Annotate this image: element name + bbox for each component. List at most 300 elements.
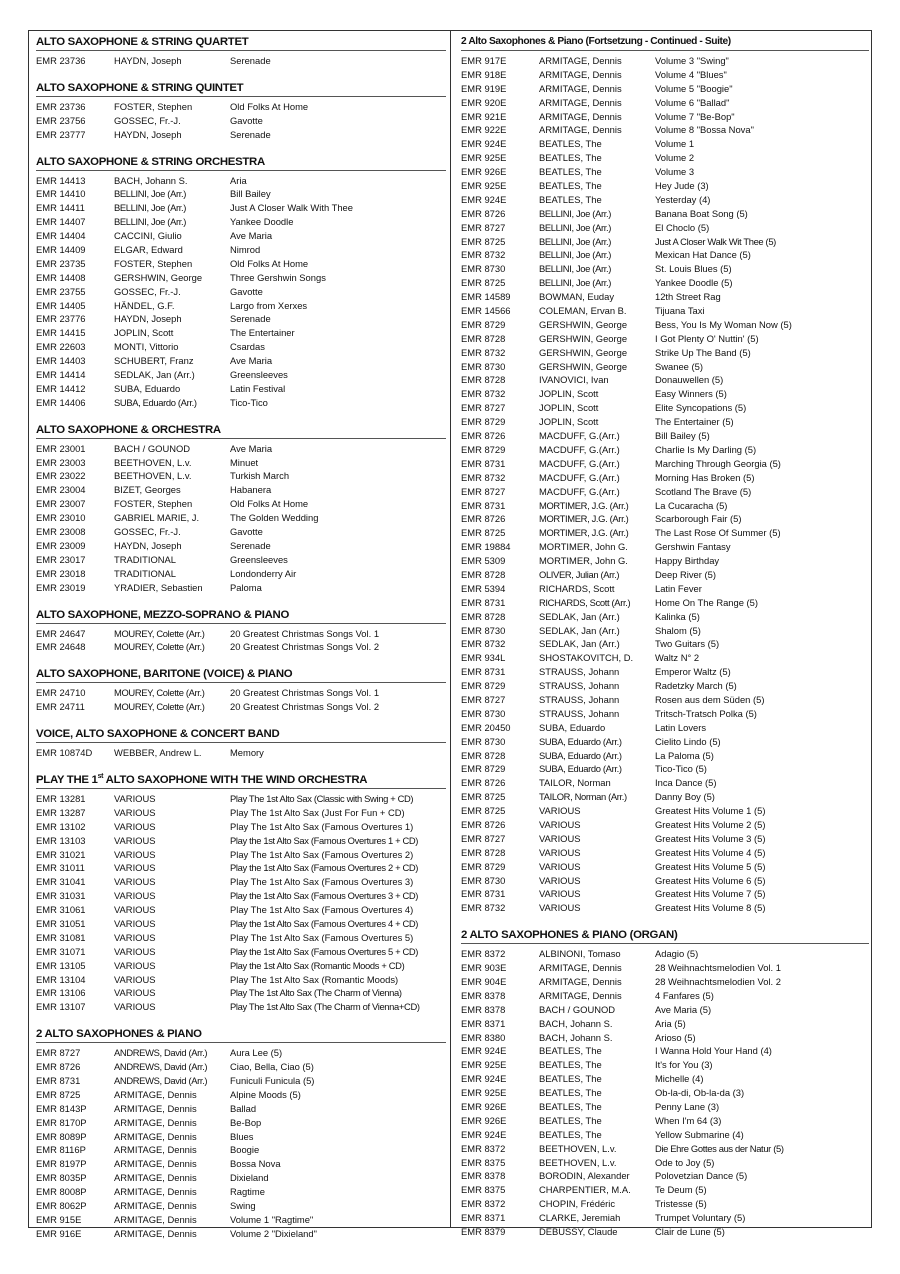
catalog-number: EMR 8725	[461, 527, 506, 539]
composer: BELLINI, Joe (Arr.)	[539, 277, 612, 289]
composer: ARMITAGE, Dennis	[114, 1200, 197, 1211]
catalog-row	[36, 917, 446, 931]
catalog-row	[36, 848, 446, 862]
catalog-row	[36, 354, 446, 368]
catalog-row	[36, 820, 446, 834]
section-title	[36, 772, 446, 789]
catalog-row	[461, 68, 869, 82]
catalog-number: EMR 23018	[36, 567, 86, 579]
composer: VARIOUS	[539, 805, 581, 817]
catalog-row	[36, 1130, 446, 1144]
catalog-row	[36, 986, 446, 1000]
title: Play the 1st Alto Sax (Famous Overtures 5 + CD)	[230, 945, 419, 957]
composer: VARIOUS	[114, 904, 156, 916]
catalog-number: EMR 926E	[461, 1114, 507, 1126]
catalog-row	[461, 624, 869, 638]
catalog-number: EMR 14414	[36, 369, 86, 381]
catalog-row	[461, 1058, 869, 1072]
catalog-row	[36, 368, 446, 382]
catalog-row	[461, 1017, 869, 1031]
composer: BIZET, Georges	[114, 484, 181, 496]
catalog-number: EMR 14413	[36, 174, 86, 186]
catalog-number: EMR 8143P	[36, 1102, 87, 1114]
title: Serenade	[230, 539, 271, 551]
catalog-number: EMR 23736	[36, 100, 86, 112]
composer: ARMITAGE, Dennis	[114, 1172, 197, 1184]
composer: GERSHWIN, George	[539, 360, 628, 372]
title: Waltz N° 2	[655, 652, 700, 664]
title: Morning Has Broken (5)	[655, 471, 755, 483]
catalog-row	[461, 762, 869, 776]
composer: BACH, Johann S.	[539, 1031, 613, 1043]
title: Play The 1st Alto Sax (Romantic Moods)	[230, 973, 399, 985]
catalog-number: EMR 8371	[461, 1212, 506, 1224]
title: Old Folks At Home	[230, 498, 309, 510]
catalog-number: EMR 14409	[36, 244, 86, 256]
title: Scarborough Fair (5)	[655, 513, 742, 525]
composer: ARMITAGE, Dennis	[114, 1088, 197, 1100]
title: Mexican Hat Dance (5)	[655, 249, 751, 261]
catalog-row	[461, 360, 869, 374]
composer: RICHARDS, Scott (Arr.)	[539, 596, 631, 608]
composer: MORTIMER, J.G. (Arr.)	[539, 513, 629, 525]
title: Tico-Tico (5)	[655, 763, 707, 775]
catalog-row	[461, 457, 869, 471]
catalog-number: EMR 8732	[461, 471, 506, 483]
title: It's for You (3)	[655, 1059, 713, 1071]
title: Radetzky March (5)	[655, 680, 737, 692]
catalog-number: EMR 23003	[36, 456, 86, 468]
title: Greensleeves	[230, 369, 288, 381]
composer: VARIOUS	[114, 820, 156, 832]
title: Swing	[230, 1200, 256, 1211]
composer: BOWMAN, Euday	[539, 291, 615, 303]
catalog-row	[36, 1185, 446, 1199]
catalog-row	[36, 1157, 446, 1171]
catalog-number: EMR 8728	[461, 568, 506, 580]
title: Marching Through Georgia (5)	[655, 457, 781, 469]
title: Play the 1st Alto Sax (Famous Overtures 1 + CD)	[230, 834, 419, 846]
catalog-row	[461, 499, 869, 513]
catalog-number: EMR 8378	[461, 989, 506, 1001]
composer: ARMITAGE, Dennis	[114, 1186, 197, 1198]
title: Play The 1st Alto Sax (Famous Overtures 1)	[230, 820, 414, 832]
section-title	[36, 80, 446, 97]
catalog-section	[461, 927, 869, 1239]
composer: ARMITAGE, Dennis	[114, 1158, 197, 1170]
catalog-number: EMR 926E	[461, 166, 507, 178]
catalog-number: EMR 8732	[461, 902, 506, 914]
section-title	[36, 1026, 446, 1043]
composer: VARIOUS	[539, 874, 581, 886]
section-title-text: ALTO SAXOPHONE, BARITONE (VOICE) & PIANO	[36, 668, 293, 681]
catalog-row	[461, 707, 869, 721]
composer: BEATLES, The	[539, 1087, 602, 1099]
composer: SEDLAK, Jan (Arr.)	[539, 624, 620, 636]
composer: STRAUSS, Johann	[539, 666, 620, 678]
title: Play The 1st Alto Sax (Famous Overtures 4)	[230, 904, 414, 916]
catalog-row	[36, 861, 446, 875]
title: Volume 1 "Ragtime"	[230, 1213, 314, 1225]
title: Te Deum (5)	[655, 1184, 707, 1196]
title: Old Folks At Home	[230, 257, 309, 269]
catalog-row	[36, 1074, 446, 1088]
catalog-number: EMR 8728	[461, 332, 506, 344]
catalog-row	[36, 1143, 446, 1157]
composer: VARIOUS	[114, 792, 156, 804]
catalog-row	[461, 485, 869, 499]
catalog-number: EMR 24648	[36, 641, 86, 653]
catalog-number: EMR 8726	[461, 818, 506, 830]
composer: BEATLES, The	[539, 1073, 602, 1085]
section-title-text: VOICE, ALTO SAXOPHONE & CONCERT BAND	[36, 728, 280, 741]
catalog-number: EMR 8729	[461, 318, 506, 330]
composer: BEATLES, The	[539, 193, 602, 205]
composer: BEETHOVEN, L.v.	[114, 470, 192, 482]
catalog-number: EMR 8728	[461, 374, 506, 386]
composer: BACH, Johann S.	[539, 1017, 613, 1029]
title: Play the 1st Alto Sax (Romantic Moods + CD)	[230, 959, 405, 971]
catalog-number: EMR 23755	[36, 285, 86, 297]
catalog-section	[36, 726, 446, 760]
catalog-number: EMR 14408	[36, 271, 86, 283]
catalog-row	[36, 257, 446, 271]
composer: ARMITAGE, Dennis	[539, 110, 622, 122]
catalog-number: EMR 14566	[461, 305, 511, 317]
title: Old Folks At Home	[230, 100, 309, 112]
catalog-number: EMR 8726	[461, 430, 506, 442]
composer: GERSHWIN, George	[539, 332, 628, 344]
composer: YRADIER, Sebastien	[114, 581, 203, 593]
catalog-row	[461, 512, 869, 526]
catalog-row	[36, 442, 446, 456]
title: Greatest Hits Volume 7 (5)	[655, 888, 766, 900]
catalog-row	[461, 1072, 869, 1086]
catalog-number: EMR 921E	[461, 110, 507, 122]
title: Volume 8 "Bossa Nova"	[655, 124, 754, 136]
catalog-row	[36, 1102, 446, 1116]
title: Strike Up The Band (5)	[655, 346, 751, 358]
catalog-row	[461, 151, 869, 165]
composer: VARIOUS	[114, 862, 156, 874]
title: Hey Jude (3)	[655, 180, 709, 192]
title: Bill Bailey	[230, 188, 271, 200]
catalog-number: EMR 19884	[461, 541, 511, 553]
section-title: 2 Alto Saxophones & Piano (Fortsetzung - Continued - Suite)	[461, 34, 869, 51]
catalog-number: EMR 8035P	[36, 1172, 87, 1184]
title: Alpine Moods (5)	[230, 1088, 301, 1100]
catalog-row	[36, 174, 446, 188]
title: Volume 7 "Be-Bop"	[655, 110, 735, 122]
catalog-row	[461, 304, 869, 318]
catalog-number: EMR 23022	[36, 470, 86, 482]
section-title: 2 ALTO SAXOPHONES & PIANO (ORGAN)	[461, 927, 869, 944]
catalog-row	[461, 874, 869, 888]
catalog-row	[461, 1003, 869, 1017]
catalog-row	[36, 396, 446, 410]
catalog-row	[36, 1171, 446, 1185]
title: Yankee Doodle (5)	[655, 277, 733, 289]
catalog-section	[36, 666, 446, 714]
composer: MORTIMER, J.G. (Arr.)	[539, 499, 629, 511]
catalog-row	[36, 100, 446, 114]
title: La Cucaracha (5)	[655, 499, 728, 511]
catalog-number: EMR 8731	[461, 666, 506, 678]
catalog-section	[36, 422, 446, 595]
catalog-row	[461, 610, 869, 624]
composer: ARMITAGE, Dennis	[114, 1116, 197, 1128]
catalog-row	[461, 901, 869, 915]
section-title-text: ALTO SAXOPHONE & STRING QUARTET	[36, 36, 249, 48]
catalog-row	[36, 201, 446, 215]
composer: ARMITAGE, Dennis	[114, 1213, 197, 1225]
title: Cielito Lindo (5)	[655, 735, 721, 747]
catalog-row	[36, 567, 446, 581]
catalog-number: EMR 8730	[461, 874, 506, 886]
catalog-row	[36, 271, 446, 285]
catalog-row	[36, 1046, 446, 1060]
title: Nimrod	[230, 244, 261, 256]
title: Minuet	[230, 456, 259, 468]
catalog-section	[36, 80, 446, 142]
title: Be-Bop	[230, 1116, 262, 1128]
catalog-row	[36, 1060, 446, 1074]
catalog-number: EMR 14411	[36, 202, 85, 214]
composer: CHOPIN, Frédéric	[539, 1198, 616, 1210]
composer: VARIOUS	[539, 888, 581, 900]
title: Londonderry Air	[230, 567, 297, 579]
composer: HAYDN, Joseph	[114, 313, 182, 325]
catalog-row	[461, 582, 869, 596]
composer: VARIOUS	[114, 1001, 156, 1013]
catalog-row	[461, 165, 869, 179]
catalog-row	[461, 961, 869, 975]
catalog-row	[461, 846, 869, 860]
title: Yellow Submarine (4)	[655, 1128, 744, 1140]
title: Play The 1st Alto Sax (Just For Fun + CD)	[230, 806, 405, 818]
catalog-number: EMR 925E	[461, 1087, 507, 1099]
composer: SEDLAK, Jan (Arr.)	[539, 638, 620, 650]
composer: SUBA, Eduardo (Arr.)	[539, 735, 622, 747]
title: The Last Rose Of Summer (5)	[655, 527, 781, 539]
catalog-number: EMR 8372	[461, 948, 506, 960]
catalog-row	[36, 889, 446, 903]
right-column	[461, 34, 869, 1251]
catalog-number: EMR 925E	[461, 1059, 507, 1071]
catalog-number: EMR 31081	[36, 931, 86, 943]
title: Paloma	[230, 581, 262, 593]
composer: SUBA, Eduardo (Arr.)	[539, 749, 622, 761]
catalog-number: EMR 8730	[461, 624, 506, 636]
catalog-section	[36, 1026, 446, 1240]
composer: SCHUBERT, Franz	[114, 355, 194, 367]
composer: VARIOUS	[114, 973, 156, 985]
title: Play The 1st Alto Sax (Famous Overtures 2)	[230, 848, 414, 860]
composer: ANDREWS, David (Arr.)	[114, 1074, 208, 1086]
composer: VARIOUS	[539, 846, 581, 858]
composer: SUBA, Eduardo	[114, 382, 181, 394]
catalog-row	[36, 700, 446, 714]
composer: BEATLES, The	[539, 152, 602, 164]
catalog-row	[36, 903, 446, 917]
title: Largo from Xerxes	[230, 299, 308, 311]
title: Play The 1st Alto Sax (Famous Overtures 3)	[230, 876, 414, 888]
catalog-row	[461, 415, 869, 429]
catalog-row	[36, 686, 446, 700]
catalog-number: EMR 8729	[461, 860, 506, 872]
catalog-row	[461, 679, 869, 693]
catalog-row	[36, 1227, 446, 1241]
composer: GERSHWIN, George	[114, 271, 203, 283]
catalog-number: EMR 8732	[461, 638, 506, 650]
catalog-number: EMR 14415	[36, 327, 86, 339]
title: The Entertainer (5)	[655, 416, 734, 428]
catalog-number: EMR 8371	[461, 1017, 506, 1029]
title: Gershwin Fantasy	[655, 541, 731, 553]
composer: ARMITAGE, Dennis	[539, 989, 622, 1001]
title: Ob-la-di, Ob-la-da (3)	[655, 1087, 745, 1099]
section-title-text: ALTO SAXOPHONE & ORCHESTRA	[36, 423, 221, 436]
composer: IVANOVICI, Ivan	[539, 374, 609, 386]
title: Volume 2 "Dixieland"	[230, 1227, 317, 1239]
composer: GOSSEC, Fr.-J.	[114, 526, 181, 538]
composer: VARIOUS	[114, 876, 156, 888]
composer: BEETHOVEN, L.v.	[539, 1142, 617, 1154]
title: Arioso (5)	[655, 1031, 696, 1043]
title: Funiculi Funicula (5)	[230, 1074, 315, 1086]
catalog-row	[461, 1114, 869, 1128]
catalog-number: EMR 8729	[461, 680, 506, 692]
title: Turkish March	[230, 470, 290, 482]
catalog-number: EMR 916E	[36, 1227, 82, 1239]
catalog-number: EMR 23756	[36, 114, 86, 126]
composer: SEDLAK, Jan (Arr.)	[114, 369, 195, 381]
composer: SEDLAK, Jan (Arr.)	[539, 610, 620, 622]
composer: GOSSEC, Fr.-J.	[114, 114, 181, 126]
composer: VARIOUS	[114, 931, 156, 943]
catalog-number: EMR 8727	[461, 485, 506, 497]
title: Ave Maria (5)	[655, 1003, 712, 1015]
composer: BACH / GOUNOD	[114, 442, 191, 454]
composer: MOUREY, Colette (Arr.)	[114, 627, 205, 639]
title: Emperor Waltz (5)	[655, 666, 731, 678]
catalog-section	[36, 154, 446, 410]
catalog-row	[36, 1116, 446, 1130]
composer: JOPLIN, Scott	[539, 416, 599, 428]
catalog-row	[36, 627, 446, 641]
composer: ARMITAGE, Dennis	[114, 1102, 197, 1114]
title: Aria	[230, 174, 247, 186]
catalog-number: EMR 8730	[461, 735, 506, 747]
catalog-row	[36, 834, 446, 848]
title: Serenade	[230, 128, 271, 140]
title: I Got Plenty O' Nuttin' (5)	[655, 332, 759, 344]
catalog-number: EMR 8378	[461, 1003, 506, 1015]
composer: TRADITIONAL	[114, 553, 176, 565]
catalog-row	[36, 959, 446, 973]
catalog-number: EMR 918E	[461, 68, 507, 80]
catalog-number: EMR 8731	[461, 457, 506, 469]
composer: VARIOUS	[114, 945, 156, 957]
title: Play The 1st Alto Sax (The Charm of Vienna+CD)	[230, 1001, 420, 1013]
composer: OLIVER, Julian (Arr.)	[539, 568, 620, 580]
catalog-number: EMR 8729	[461, 763, 506, 775]
catalog-number: EMR 8726	[461, 207, 506, 219]
title: Bossa Nova	[230, 1158, 281, 1170]
section-title-superscript: st	[97, 773, 104, 781]
composer: ARMITAGE, Dennis	[114, 1130, 197, 1142]
catalog-row	[36, 382, 446, 396]
composer: BEATLES, The	[539, 138, 602, 150]
title: Yesterday (4)	[655, 193, 711, 205]
composer: MACDUFF, G.(Arr.)	[539, 430, 620, 442]
catalog-row	[461, 1142, 869, 1156]
catalog-row	[461, 1225, 869, 1239]
catalog-row	[36, 285, 446, 299]
composer: ARMITAGE, Dennis	[539, 962, 622, 974]
title: Rosen aus dem Süden (5)	[655, 693, 765, 705]
title: Ode to Joy (5)	[655, 1156, 715, 1168]
composer: MOUREY, Colette (Arr.)	[114, 687, 205, 699]
catalog-number: EMR 8727	[461, 832, 506, 844]
catalog-section	[36, 607, 446, 655]
title: Volume 3	[655, 166, 695, 178]
catalog-section	[461, 34, 869, 915]
composer: HAYDN, Joseph	[114, 539, 182, 551]
catalog-number: EMR 8732	[461, 388, 506, 400]
title: Boogie	[230, 1144, 260, 1156]
catalog-number: EMR 5394	[461, 582, 506, 594]
catalog-row	[461, 1197, 869, 1211]
title: 28 Weihnachtsmelodien Vol. 1	[655, 962, 781, 974]
composer: MONTI, Vittorio	[114, 341, 179, 353]
catalog-number: EMR 8731	[461, 499, 506, 511]
title: 28 Weihnachtsmelodien Vol. 2	[655, 976, 781, 987]
composer: GABRIEL MARIE, J.	[114, 512, 200, 524]
catalog-number: EMR 31051	[36, 917, 86, 929]
catalog-row	[461, 54, 869, 68]
catalog-row	[36, 469, 446, 483]
composer: FOSTER, Stephen	[114, 498, 193, 510]
title: Elite Syncopations (5)	[655, 402, 747, 414]
title: Greatest Hits Volume 4 (5)	[655, 846, 766, 858]
composer: BACH, Johann S.	[114, 174, 188, 186]
title: Inca Dance (5)	[655, 777, 717, 789]
catalog-row	[36, 973, 446, 987]
catalog-number: EMR 14403	[36, 355, 86, 367]
catalog-row	[461, 989, 869, 1003]
title: Aria (5)	[655, 1017, 686, 1029]
catalog-number: EMR 925E	[461, 152, 507, 164]
title: Charlie Is My Darling (5)	[655, 443, 757, 455]
title: Habanera	[230, 484, 272, 496]
catalog-number: EMR 8375	[461, 1156, 506, 1168]
catalog-row	[461, 373, 869, 387]
catalog-number: EMR 13106	[36, 987, 86, 999]
catalog-number: EMR 8727	[461, 402, 506, 414]
title: Volume 3 "Swing"	[655, 55, 729, 66]
catalog-number: EMR 8730	[461, 360, 506, 372]
composer: VARIOUS	[114, 890, 156, 902]
title: Easy Winners (5)	[655, 388, 727, 400]
catalog-number: EMR 14410	[36, 188, 86, 200]
catalog-number: EMR 904E	[461, 976, 507, 987]
catalog-number: EMR 24710	[36, 687, 86, 699]
catalog-number: EMR 8729	[461, 416, 506, 428]
title: Dixieland	[230, 1172, 269, 1184]
catalog-row	[461, 471, 869, 485]
composer: ARMITAGE, Dennis	[539, 124, 622, 136]
